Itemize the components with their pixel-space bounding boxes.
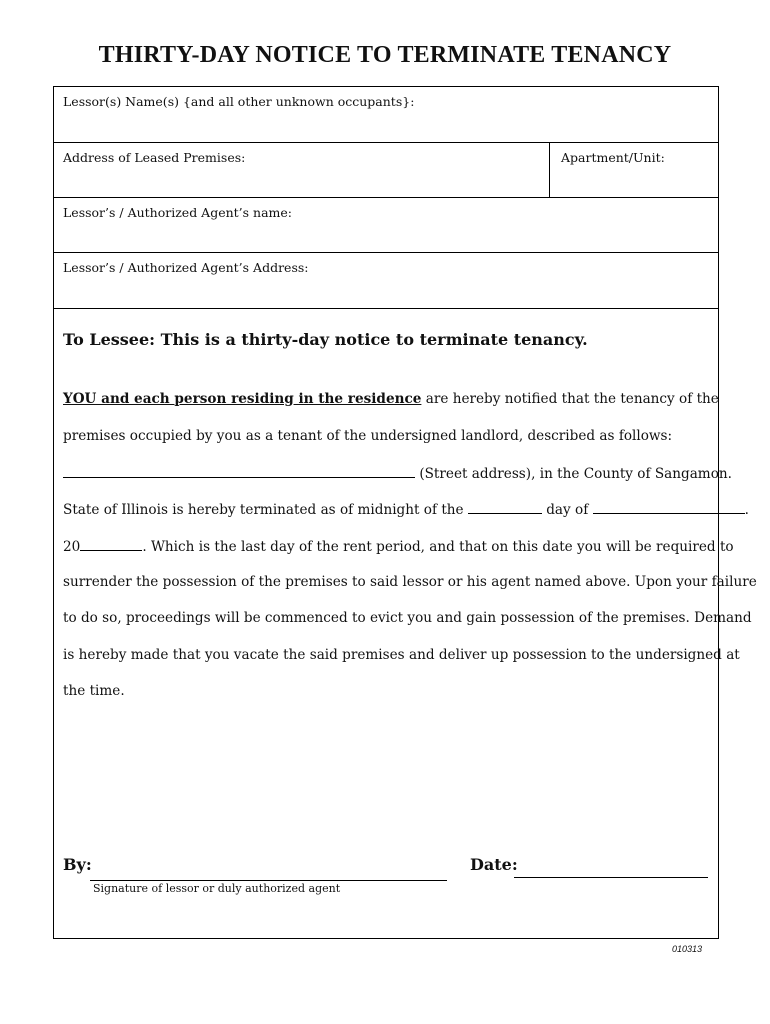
- agent-address-label: Lessor’s / Authorized Agent’s Address:: [63, 260, 309, 275]
- notice-form: [53, 86, 757, 939]
- date-label: Date:: [470, 855, 518, 874]
- notice-text: are hereby notified that the tenancy of the: [421, 391, 719, 407]
- form-code: 010313: [672, 944, 703, 954]
- year-blank[interactable]: [80, 538, 142, 551]
- notice-line-2: premises occupied by you as a tenant of the undersigned landlord, described as follows:: [63, 428, 673, 444]
- signature-line[interactable]: [90, 880, 447, 881]
- column-divider: [549, 143, 550, 197]
- notice-heading: To Lessee: This is a thirty-day notice to terminate tenancy.: [63, 330, 588, 349]
- agent-address-field[interactable]: [54, 253, 718, 309]
- notice-text: (Street address), in the County of Sangamon.: [415, 466, 732, 482]
- apartment-label: Apartment/Unit:: [561, 150, 665, 165]
- notice-emphasis: YOU and each person residing in the residence: [63, 391, 422, 407]
- notice-line-7: to do so, proceedings will be commenced to evict you and gain possession of the premises. Demand: [63, 610, 752, 626]
- notice-text: 20: [63, 539, 81, 555]
- notice-text: . Which is the last day of the rent period, and that on this date you will be required to: [142, 539, 734, 555]
- day-blank[interactable]: [468, 501, 542, 514]
- notice-line-9: the time.: [63, 683, 125, 699]
- notice-line-4: [63, 501, 749, 518]
- page-title: THIRTY-DAY NOTICE TO TERMINATE TENANCY: [98, 42, 672, 68]
- notice-line-6: surrender the possession of the premises to said lessor or his agent named above. Upon your failure: [63, 574, 757, 590]
- notice-line-5: [63, 538, 734, 555]
- notice-line-1: [63, 391, 719, 407]
- agent-name-label: Lessor’s / Authorized Agent’s name:: [63, 205, 293, 220]
- notice-text: day of: [541, 502, 593, 518]
- signature-caption: Signature of lessor or duly authorized agent: [93, 882, 341, 895]
- date-line[interactable]: [514, 877, 708, 878]
- by-label: By:: [63, 855, 92, 874]
- lessor-names-label: Lessor(s) Name(s) {and all other unknown occupants}:: [63, 94, 415, 109]
- notice-text: State of Illinois is hereby terminated as of midnight of the: [63, 502, 468, 518]
- notice-line-3: [63, 465, 732, 482]
- address-row: [54, 143, 718, 198]
- notice-line-8: is hereby made that you vacate the said premises and deliver up possession to the undersigned at: [63, 647, 740, 663]
- address-label: Address of Leased Premises:: [63, 150, 246, 165]
- notice-text: .: [744, 502, 749, 518]
- month-blank[interactable]: [593, 501, 745, 514]
- street-address-blank[interactable]: [63, 465, 415, 478]
- lessor-names-field[interactable]: [54, 87, 718, 143]
- agent-name-field[interactable]: [54, 198, 718, 253]
